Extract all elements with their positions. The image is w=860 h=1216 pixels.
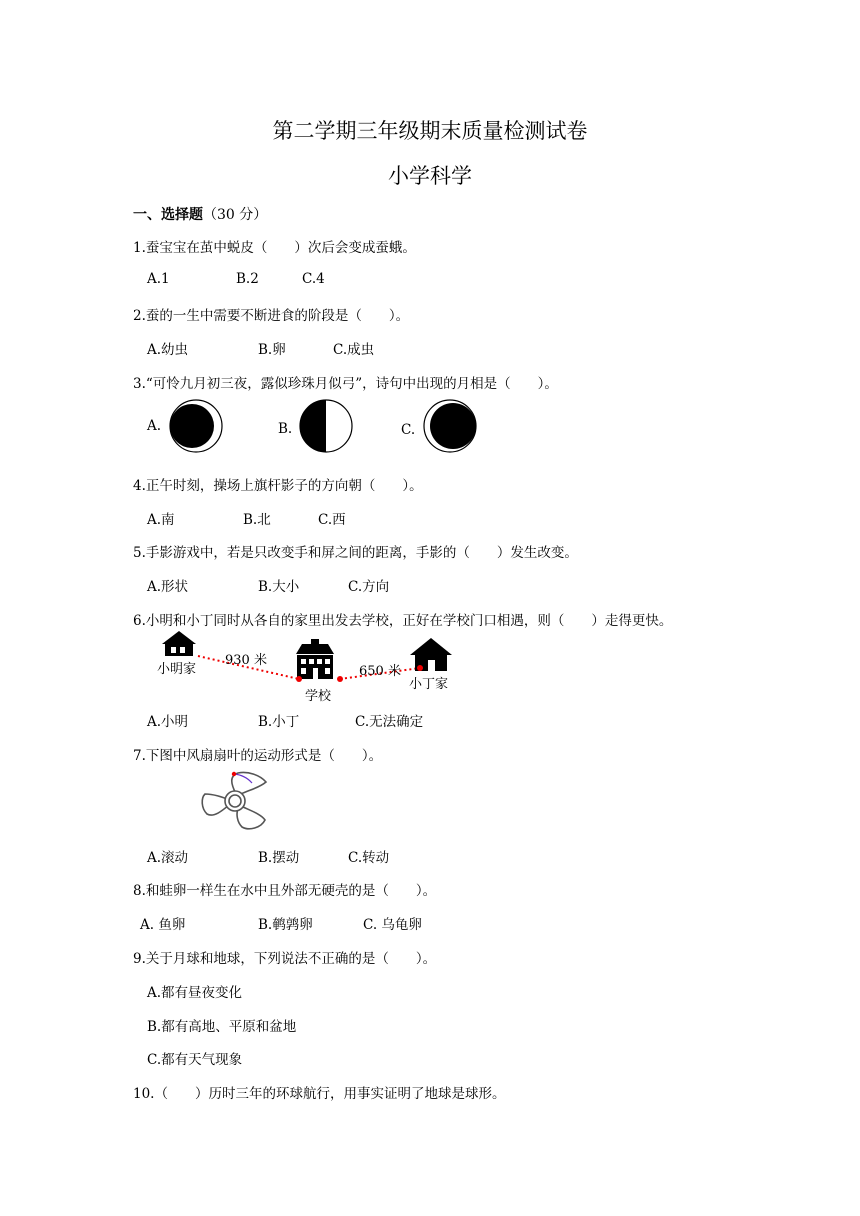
section-title: 一、选择题 xyxy=(133,207,203,223)
q5-option-b: B.大小 xyxy=(258,579,300,595)
q6-option-b: B.小丁 xyxy=(258,714,300,730)
q5-option-a: A.形状 xyxy=(147,579,189,595)
question-5: 5.手影游戏中，若是只改变手和屏之间的距离，手影的（ ）发生改变。 xyxy=(133,545,578,561)
question-3: 3.“可怜九月初三夜，露似珍珠月似弓”，诗句中出现的月相是（ ）。 xyxy=(133,376,558,392)
xiaoming-home-label: 小明家 xyxy=(157,662,197,677)
q3-option-a: A. xyxy=(147,418,162,434)
question-8: 8.和蛙卵一样生在水中且外部无硬壳的是（ ）。 xyxy=(133,883,437,899)
distance-right-label: 650 米 xyxy=(359,664,401,679)
q1-option-a: A.1 xyxy=(147,271,170,287)
q2-option-b: B.卵 xyxy=(258,342,286,358)
q5-option-c: C.方向 xyxy=(348,579,390,595)
fan-icon xyxy=(199,770,271,832)
q8-option-c: C. 乌龟卵 xyxy=(363,917,422,933)
q9-option-b: B.都有高地、平原和盆地 xyxy=(147,1019,297,1035)
page-subtitle: 小学科学 xyxy=(388,164,472,188)
section-points: （30 分） xyxy=(203,207,268,223)
crescent-moon-icon xyxy=(167,398,225,454)
q1-option-c: C.4 xyxy=(302,271,325,287)
page-title: 第二学期三年级期末质量检测试卷 xyxy=(272,119,588,143)
q7-option-a: A.滚动 xyxy=(147,850,189,866)
q3-option-c: C. xyxy=(401,422,416,438)
question-6: 6.小明和小丁同时从各自的家里出发去学校，正好在学校门口相遇，则（ ）走得更快。 xyxy=(133,613,673,629)
q8-option-b: B.鹌鹑卵 xyxy=(258,917,313,933)
question-9: 9.关于月球和地球，下列说法不正确的是（ ）。 xyxy=(133,951,437,967)
distance-left-label: 930 米 xyxy=(225,653,267,668)
house-icon xyxy=(162,631,196,656)
question-10: 10.（ ）历时三年的环球航行，用事实证明了地球是球形。 xyxy=(133,1086,506,1102)
q6-option-c: C.无法确定 xyxy=(355,714,424,730)
house-icon xyxy=(410,638,452,671)
q2-option-c: C.成虫 xyxy=(333,342,375,358)
half-moon-icon xyxy=(298,398,356,454)
crescent-moon-icon xyxy=(421,398,479,454)
school-label: 学校 xyxy=(305,689,332,704)
q2-option-a: A.幼虫 xyxy=(147,342,189,358)
question-2: 2.蚕的一生中需要不断进食的阶段是（ ）。 xyxy=(133,308,410,324)
q7-option-b: B.摆动 xyxy=(258,850,300,866)
q3-option-b: B. xyxy=(278,421,293,437)
question-1: 1.蚕宝宝在茧中蜕皮（ ）次后会变成蚕蛾。 xyxy=(133,240,416,256)
q7-option-c: C.转动 xyxy=(348,850,390,866)
q8-option-a: A. 鱼卵 xyxy=(140,917,186,933)
q4-option-b: B.北 xyxy=(243,512,271,528)
xiaoding-home-label: 小丁家 xyxy=(409,677,449,692)
q6-option-a: A.小明 xyxy=(147,714,189,730)
q4-option-c: C.西 xyxy=(318,512,346,528)
section-heading xyxy=(133,204,267,224)
q1-option-b: B.2 xyxy=(236,271,259,287)
q9-option-c: C.都有天气现象 xyxy=(147,1052,243,1068)
school-building-icon xyxy=(296,639,334,679)
question-4: 4.正午时刻，操场上旗杆影子的方向朝（ ）。 xyxy=(133,478,423,494)
q9-option-a: A.都有昼夜变化 xyxy=(147,985,243,1001)
q4-option-a: A.南 xyxy=(147,512,175,528)
question-7: 7.下图中风扇扇叶的运动形式是（ ）。 xyxy=(133,748,383,764)
